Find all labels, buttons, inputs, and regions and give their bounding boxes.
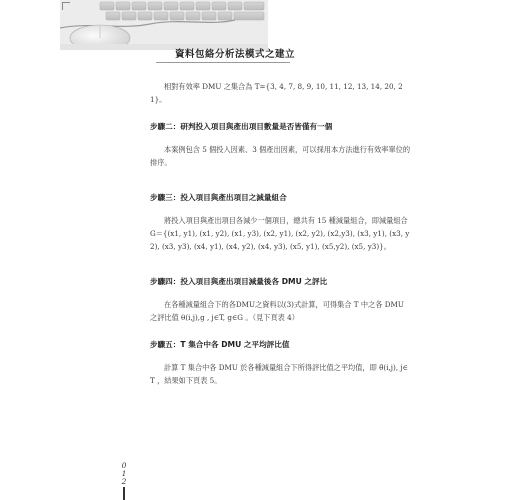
step4-heading: 步驟四：投入項目與產出項目減量後各 DMU 之評比 [150,277,328,286]
paragraph-efficient-set: 相對有效率 DMU 之集合為 T={3, 4, 7, 8, 9, 10, 11, 12, 13, 14, 20, 21}。 [150,82,403,104]
step3-heading: 步驟三：投入項目與產出項目之減量組合 [150,193,287,202]
paragraph-step2: 本案例包含 5 個投入因素、3 個產出因素，可以採用本方法進行有效率單位的排序。 [150,145,411,167]
keyboard-mouse-illustration [60,0,268,50]
step5-heading: 步驟五：T 集合中各 DMU 之平均評比值 [150,340,290,349]
page-number-bar [123,487,125,500]
page-number-digit: 2 [121,477,127,486]
paragraph-step3: 將投入項目與產出項目各減少一個項目，總共有 15 種減量組合，即減量組合 G＝{(x1, y1), (x1, y2), (x1, y3), (x2, y1), (x2, y2), (x2,y3), (x3, y1), (x3, y2), (x3, y3), (x4, y1), (x4, y2), (x4, y3), (x5, y1), (x5,y2), (x5, y3)}。 [150,216,410,251]
page-number-digit: 1 [121,469,127,478]
step2-heading: 步驟二：研判投入項目與產出項目數量是否皆僅有一個 [150,122,333,131]
title-underline [156,62,290,63]
header-keyboard-photo [60,0,268,50]
paragraph-step4: 在各種減量組合下的各DMU之資料以(3)式計算，可得集合 T 中之各 DMU 之評比值 θ(i,j),g , j∈T, g∈G 。（見下頁表 4） [150,300,404,322]
page-number [120,462,128,486]
page-number-digit: 0 [121,461,127,470]
chapter-title: 資料包絡分析法模式之建立 [175,49,296,60]
paragraph-step5: 計算 T 集合中各 DMU 於各種減量組合下所得評比值之平均值，即 θ̄(i,j), j∈T ，結果如下頁表 5。 [150,363,408,385]
corner-crop-mark [62,2,70,10]
page-body [150,80,412,387]
